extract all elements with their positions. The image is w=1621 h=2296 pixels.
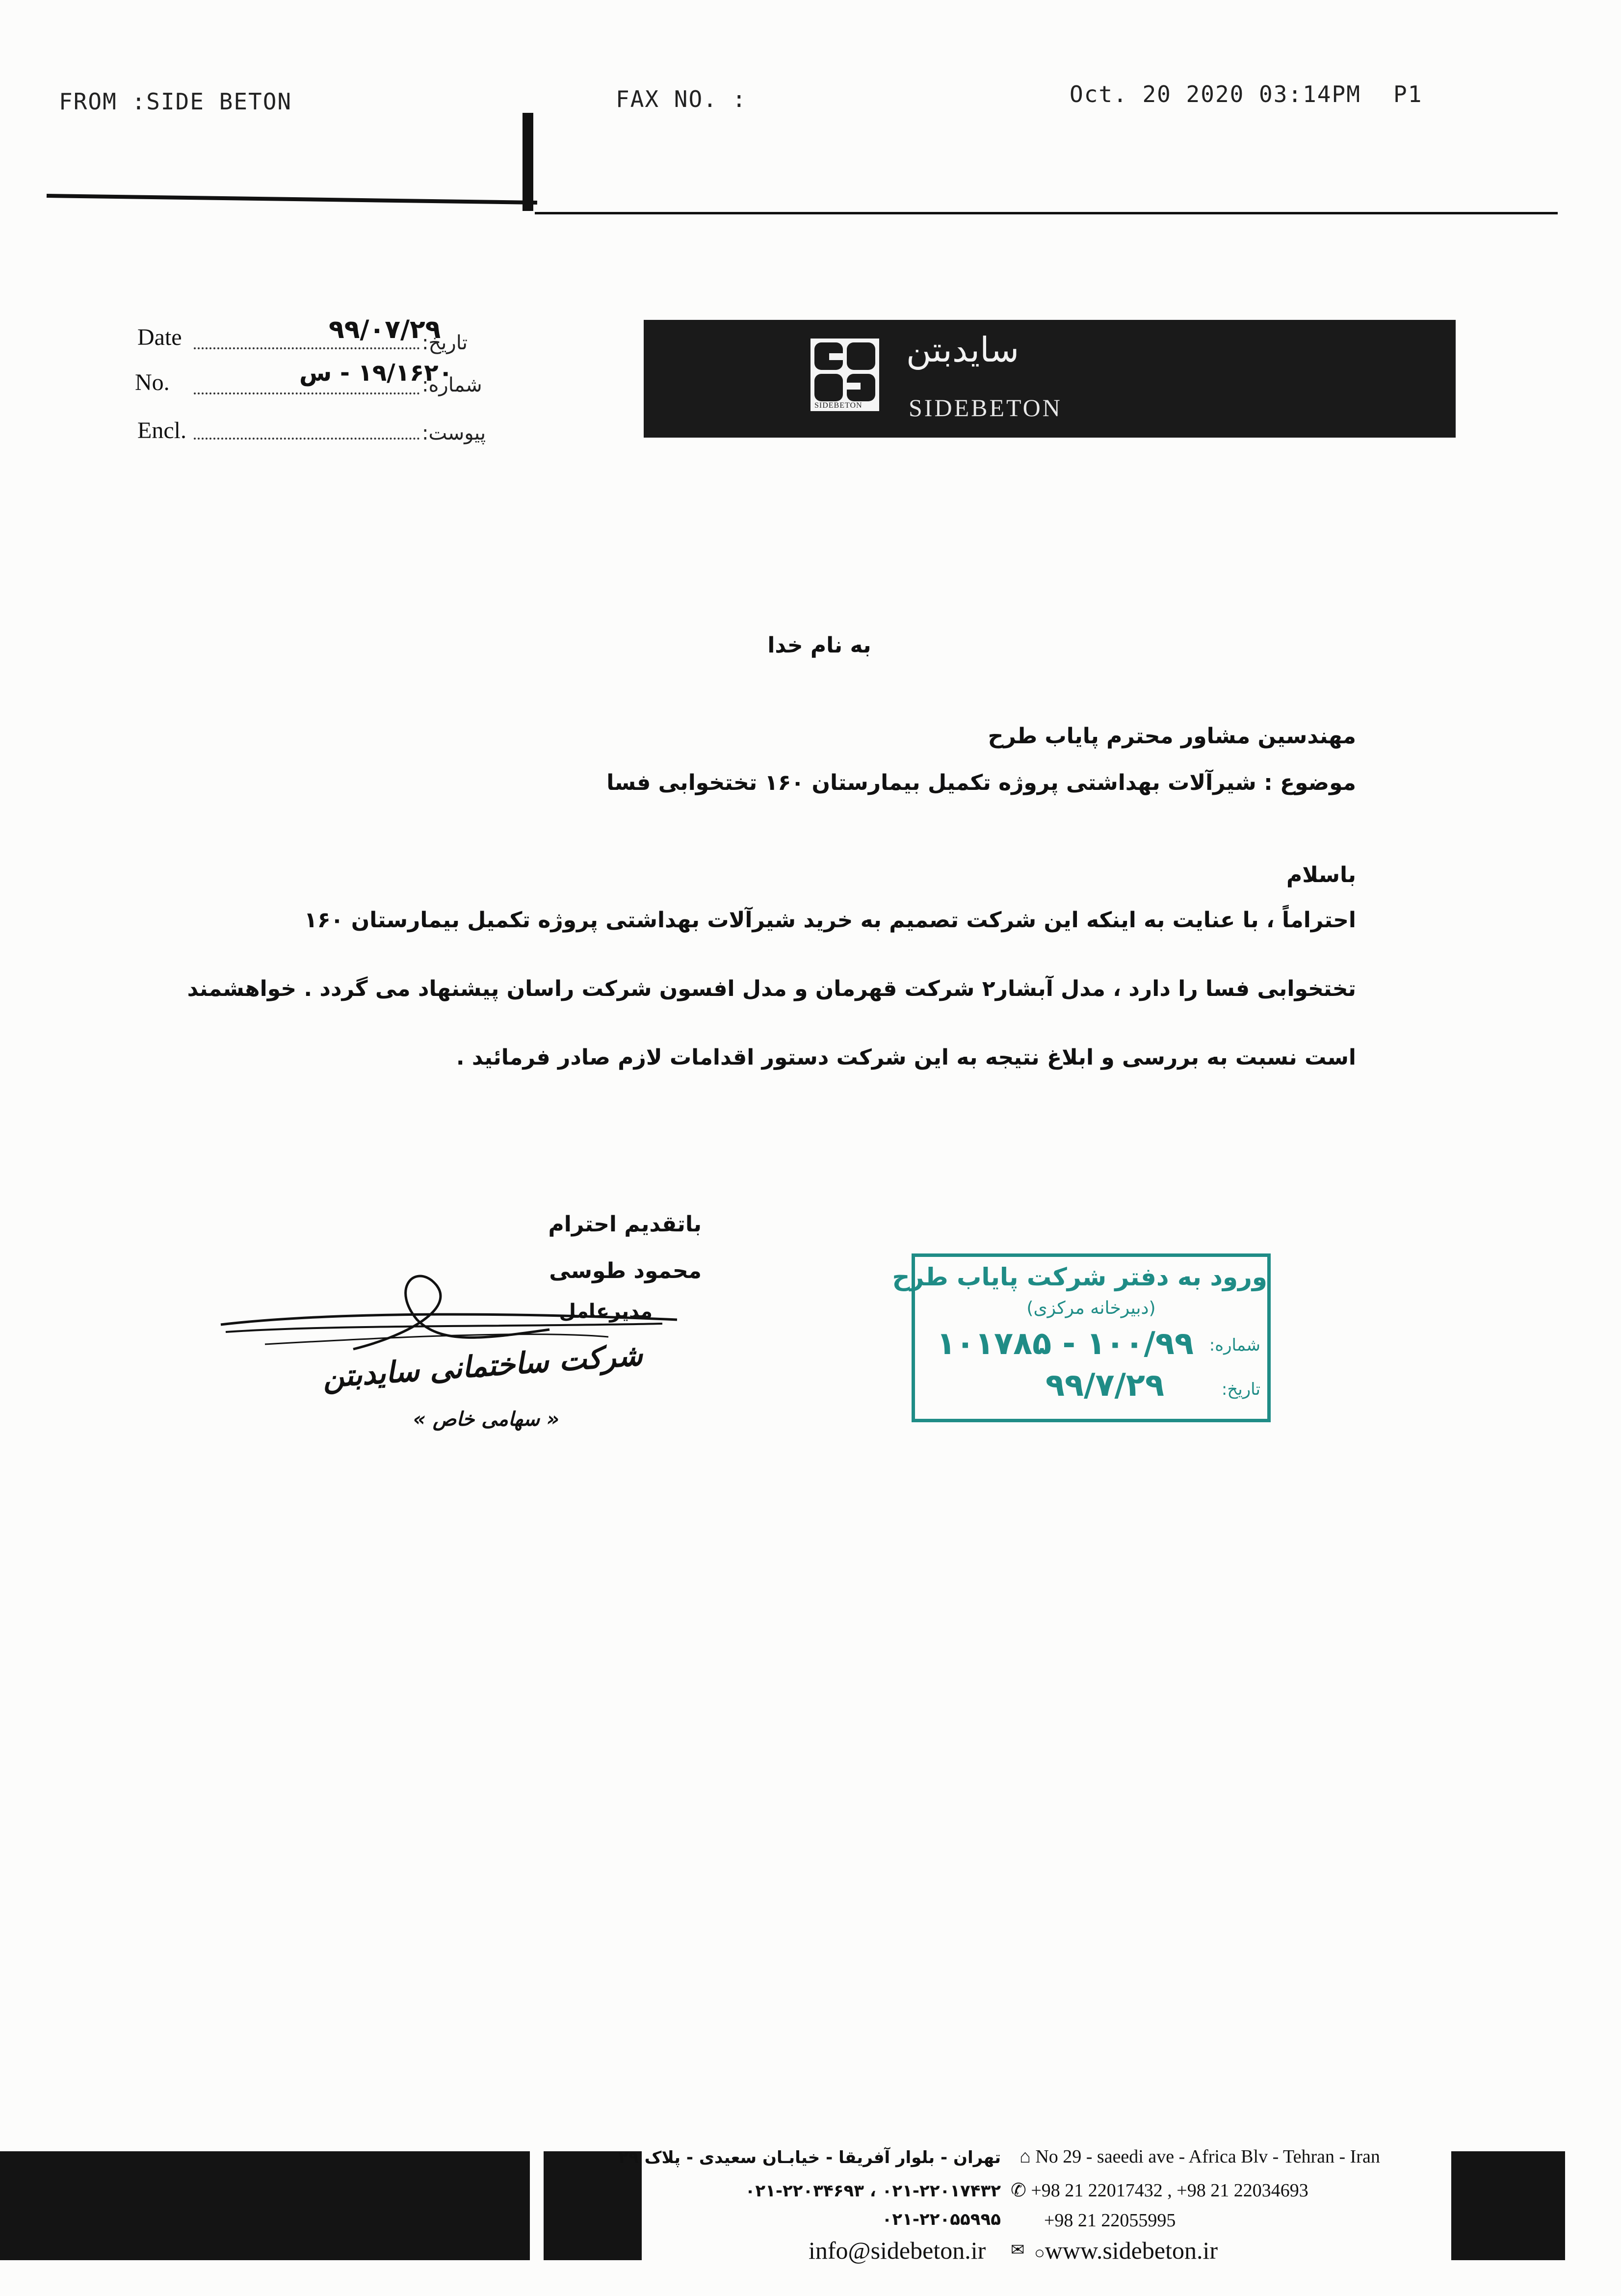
sb-monogram-icon bbox=[810, 339, 879, 411]
enclosure-dotted-line bbox=[194, 438, 419, 440]
company-name-en: SIDEBETON bbox=[909, 394, 1062, 421]
company-type-text: « سهامی خاص » bbox=[413, 1408, 559, 1431]
footer-address-fa: تهران - بلوار آفریقا - خیابـان سعیدی - پلاک ۲۹ bbox=[618, 2148, 1001, 2167]
footer-block-mid bbox=[544, 2151, 642, 2260]
company-logo-banner bbox=[644, 320, 1456, 438]
stamp-title: ورود به دفتر شرکت پایاب طرح bbox=[892, 1263, 1267, 1291]
body-line-1: احتراماً ، با عنایت به اینکه این شرکت تصمیم به خرید شیرآلات بهداشتی پروژه تکمیل بیمارستان ۱۶۰ bbox=[304, 908, 1356, 933]
footer-phones-fa: ۰۲۱-۲۲۰۱۷۴۳۲ ، ۰۲۱-۲۲۰۳۴۶۹۳ bbox=[745, 2181, 1001, 2201]
envelope-icon: ✉ bbox=[1011, 2241, 1025, 2259]
stamp-subtitle: (دبیرخانه مرکزی) bbox=[1026, 1298, 1156, 1318]
footer-phones-en bbox=[1011, 2179, 1308, 2201]
footer-address-en bbox=[1020, 2146, 1380, 2167]
recipient: مهندسین مشاور محترم پایاب طرح bbox=[988, 724, 1356, 749]
date-value: ۹۹/۰۷/۲۹ bbox=[329, 315, 441, 344]
footer-address-en-text: No 29 - saeedi ave - Africa Blv - Tehran - Iran bbox=[1035, 2146, 1380, 2167]
signature-block bbox=[206, 1202, 721, 1457]
footer-website[interactable] bbox=[1034, 2236, 1218, 2265]
footer-email[interactable]: info@sidebeton.ir bbox=[809, 2237, 986, 2264]
number-dotted-line bbox=[194, 392, 419, 394]
enclosure-label-fa: پیوست: bbox=[422, 422, 486, 444]
stamp-number-label: شماره: bbox=[1209, 1335, 1260, 1355]
date-label-fa: تاریخ: bbox=[422, 332, 468, 354]
body-line-2: تختخوابی فسا را دارد ، مدل آبشار۲ شرکت قهرمان و مدل افسون شرکت راسان پیشنهاد می گردد . خواهشمند bbox=[187, 976, 1356, 1001]
stamp-date-label: تاریخ: bbox=[1221, 1380, 1260, 1399]
enclosure-label: Encl. bbox=[137, 417, 186, 444]
letter-meta bbox=[132, 315, 500, 451]
basmala: به نام خدا bbox=[767, 633, 871, 658]
fax-header-rule-right bbox=[535, 212, 1558, 214]
logo-mark-caption: SIDEBETON bbox=[814, 401, 863, 410]
stamp-number-value: ۱۰۰/۹۹ - ۱۰۱۷۸۵ bbox=[936, 1326, 1194, 1362]
fax-from: FROM :SIDE BETON bbox=[59, 88, 292, 115]
fax-header-rule-left bbox=[47, 194, 537, 205]
fax-header-mark bbox=[523, 113, 533, 211]
company-logo-mark bbox=[810, 339, 879, 411]
footer-phones-en-text: +98 21 22017432 , +98 21 22034693 bbox=[1031, 2180, 1308, 2201]
body-line-3: است نسبت به بررسی و ابلاغ نتیجه به این شرکت دستور اقدامات لازم صادر فرمائید . bbox=[456, 1045, 1356, 1070]
signatory-name: محمود طوسی bbox=[549, 1258, 702, 1283]
number-value: ۱۹/۱۶۲۰ - س bbox=[299, 359, 453, 387]
stamp-date-value: ۹۹/۷/۲۹ bbox=[1045, 1367, 1164, 1404]
footer-fax-en: +98 21 22055995 bbox=[1044, 2210, 1176, 2231]
footer-website-text: www.sidebeton.ir bbox=[1045, 2237, 1218, 2264]
subject-line: موضوع : شیرآلات بهداشتی پروژه تکمیل بیمارستان ۱۶۰ تختخوابی فسا bbox=[606, 770, 1356, 795]
company-name-fa: سایدبتن bbox=[906, 330, 1020, 370]
greeting: باسلام bbox=[1286, 862, 1356, 887]
fax-page: P1 bbox=[1393, 81, 1423, 107]
footer-fax-fa: ۰۲۱-۲۲۰۵۵۹۹۵ bbox=[882, 2210, 1001, 2229]
footer-block-left bbox=[0, 2151, 530, 2260]
number-label-fa: شماره: bbox=[422, 374, 482, 396]
closing-text: باتقدیم احترام bbox=[548, 1212, 702, 1237]
signatory-title: مدیرعامل bbox=[559, 1300, 653, 1323]
home-icon: ⌂ bbox=[1020, 2146, 1031, 2167]
date-label: Date bbox=[137, 324, 182, 350]
number-label: No. bbox=[135, 369, 170, 395]
globe-icon: ○ bbox=[1034, 2243, 1045, 2263]
fax-timestamp: Oct. 20 2020 03:14PM bbox=[1070, 81, 1361, 107]
company-seal-text: شرکت ساختمانی سایدبتن bbox=[321, 1338, 644, 1395]
fax-number-label: FAX NO. : bbox=[616, 86, 747, 112]
date-dotted-line bbox=[194, 347, 419, 349]
phone-icon: ✆ bbox=[1011, 2180, 1026, 2201]
footer-block-right bbox=[1451, 2151, 1565, 2260]
incoming-stamp bbox=[892, 1253, 1271, 1422]
